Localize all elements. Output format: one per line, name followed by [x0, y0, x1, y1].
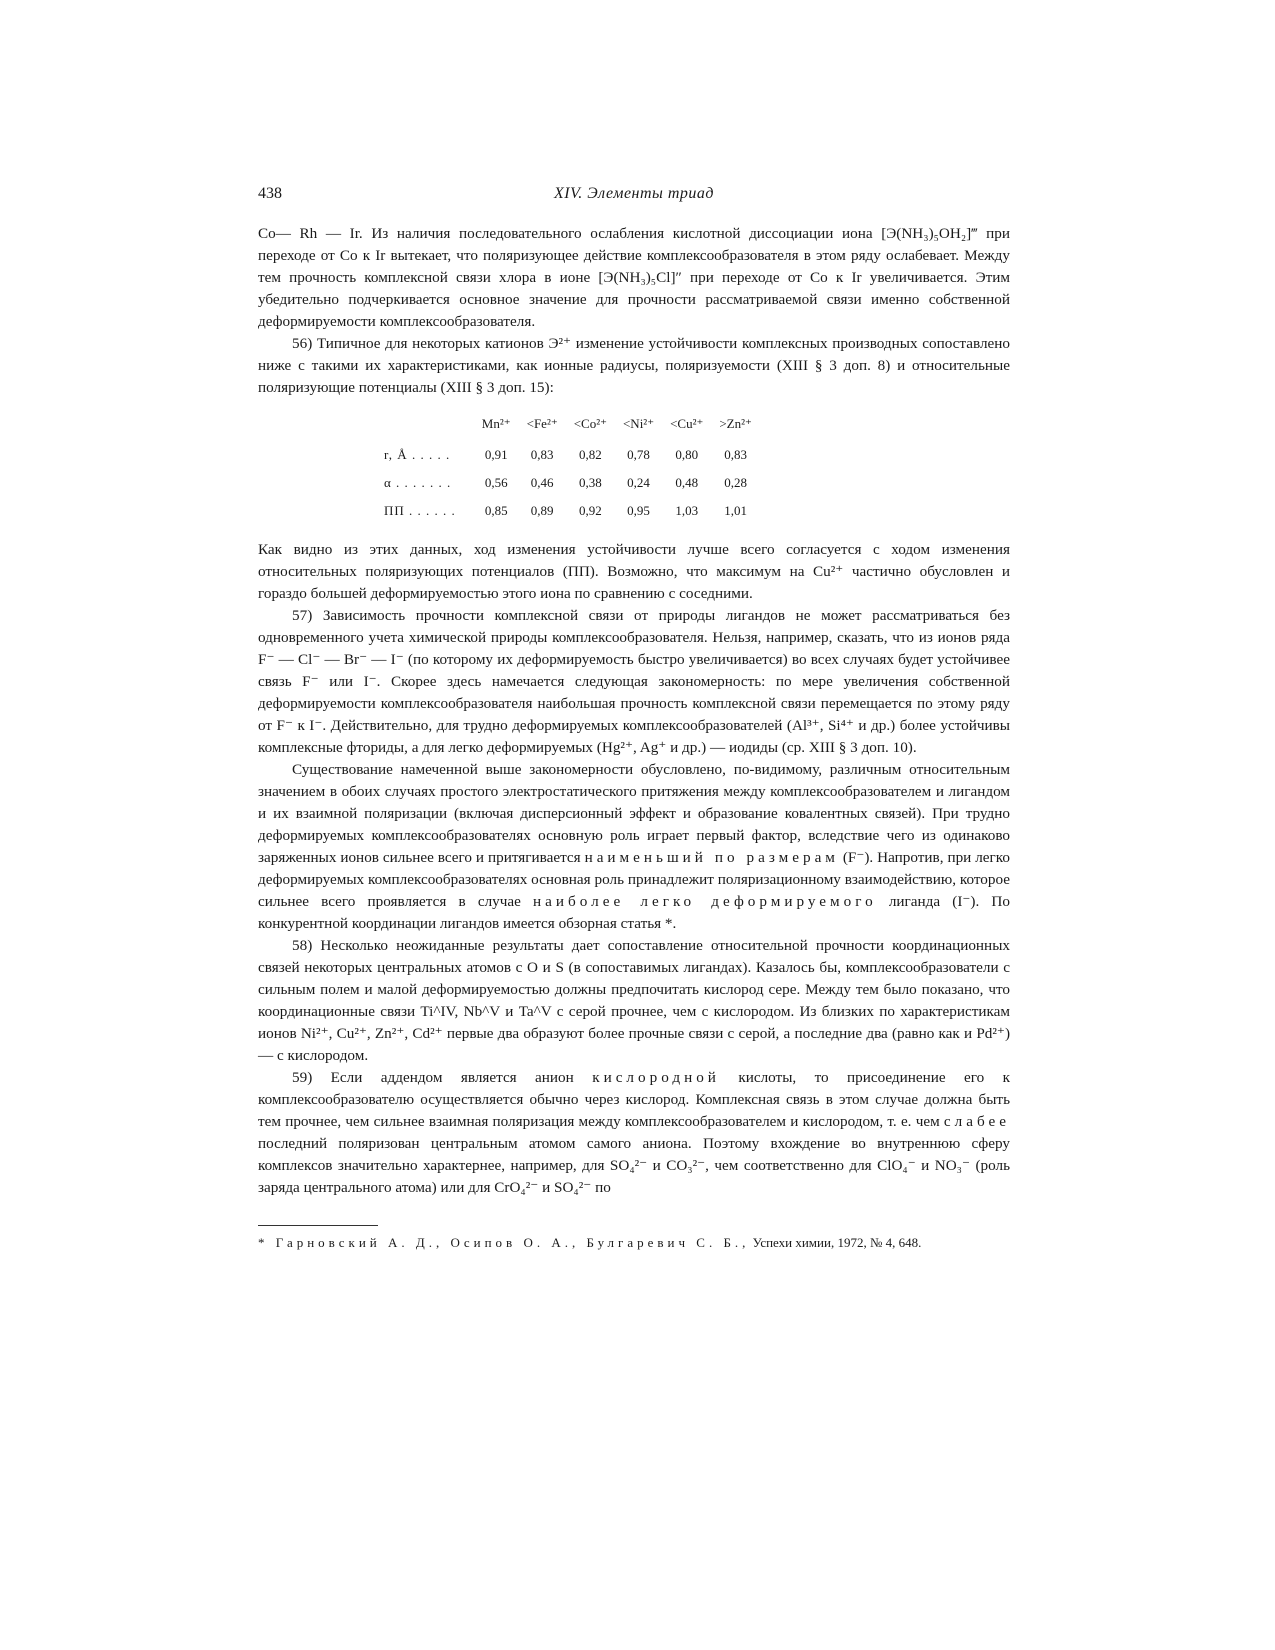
paragraph-continuation: Co— Rh — Ir. Из наличия последовательного ослабления кислотной диссоциации иона [Э(NH₃)₅OH₂]‴ при переходе от Co к Ir вытекает, что поляризующее действие комплексообразователя в этом ряду ослабевает. Между тем прочность комплексной связи хлора в ионе [Э(NH₃)₅Cl]″ при переходе от Co к Ir увеличивается. Этим убедительно подчеркивается основное значение для прочности рассматриваемой связи именно собственной деформируемости комплексообразователя. [258, 225, 1010, 330]
table-cell: 0,78 [627, 447, 650, 462]
paragraph-56: 56) Типичное для некоторых катионов Э²⁺ изменение устойчивости комплексных производных сопоставлено ниже с такими их характеристиками, как ионные радиусы, поляризуемости (XIII § 3 доп. 8) и относительные поляризующие потенциалы (XIII § 3 доп. 15): [258, 335, 1010, 396]
paragraph-table-discussion: Как видно из этих данных, ход изменения устойчивости лучше всего согласуется с ходом изменения относительных поляризующих потенциалов (ПП). Возможно, что максимум на Cu²⁺ частично обусловлен и гораздо большей деформируемостью этого иона по сравнению с соседними. [258, 541, 1010, 602]
table-row [376, 469, 760, 497]
table-cell: 0,56 [484, 475, 508, 490]
table-cell: 0,92 [578, 503, 602, 518]
table-cell: 0,48 [675, 475, 699, 490]
running-title: XIV. Элементы триад [553, 185, 715, 202]
table-cell: 0,38 [578, 475, 602, 490]
table-cell: 1,03 [675, 503, 699, 518]
footnote-authors: * Гарновский А. Д., Осипов О. А., Булгаревич С. Б., [258, 1235, 750, 1250]
cation-properties-table [376, 411, 760, 525]
table-row-label: α . . . . . . . [384, 475, 452, 490]
text-run: лиганда (I⁻). По конкурентной координации лигандов имеется обзорная статья *. [258, 893, 1010, 932]
footnote-source: Успехи химии, 1972, № 4, 648. [749, 1235, 922, 1250]
footnote [258, 1234, 1010, 1252]
text-run: кислоты, то присоединение его к комплексообразователю осуществляется обычно через кислород. Комплексная связь в этом случае должна быть тем прочнее, чем сильнее взаимная поляризация между комплексообразователем и кислородом, т. е. чем [258, 1069, 1010, 1130]
table-cell: 0,46 [530, 475, 554, 490]
table-cell: 0,85 [484, 503, 508, 518]
text-run: последний поляризован центральным атомом самого аниона. Поэтому вхождение во внутреннюю сферу комплексов значительно характернее, например, для SO₄²⁻ и CO₃²⁻, чем соответственно для ClO₄⁻ и NO₃⁻ (роль заряда центрального атома) или для CrO₄²⁻ и SO₄²⁻ по [258, 1135, 1010, 1196]
paragraph-59 [258, 1067, 1010, 1199]
table-header-cell: Mn²⁺ [481, 416, 511, 431]
table-cell: 0,24 [627, 475, 650, 490]
spaced-emphasis: наиболее легко деформируемого [533, 893, 877, 910]
table-header-cell: <Cu²⁺ [670, 416, 704, 431]
book-page [258, 183, 1010, 1252]
table-header-cell: <Ni²⁺ [622, 416, 655, 431]
spaced-emphasis: слабее [943, 1113, 1010, 1130]
table-header-cell [376, 411, 474, 441]
table-cell: 0,89 [530, 503, 554, 518]
text-run: Существование намеченной выше закономерности обусловлено, по-видимому, различным относительным значением в обоих случаях простого электростатического притяжения между комплексообразователем и лигандом и их взаимной поляризации (включая дисперсионный эффект и образование ковалентных связей). При трудно деформируемых комплексообразователях основную роль играет первый фактор, вследствие чего из одинаково заряженных ионов сильнее всего и притягивается [258, 761, 1010, 866]
body-text [258, 223, 1010, 1199]
table-cell: 0,83 [724, 447, 747, 462]
spaced-emphasis: кислородной [592, 1069, 720, 1086]
table-header-cell: >Zn²⁺ [719, 416, 752, 431]
table-cell: 0,80 [675, 447, 699, 462]
spaced-emphasis: наименьший по размерам [584, 849, 839, 866]
table-header-cell: <Fe²⁺ [526, 416, 558, 431]
paragraph-57-continued [258, 759, 1010, 935]
table-cell: 1,01 [724, 503, 747, 518]
text-run: (F⁻). Напротив, при легко деформируемых комплексообразователях основная роль принадлежит поляризационному взаимодействию, которое сильнее всего проявляется в случае [258, 849, 1010, 910]
table-cell: 0,91 [484, 447, 508, 462]
table-cell: 0,95 [627, 503, 650, 518]
paragraph-57: 57) Зависимость прочности комплексной связи от природы лигандов не может рассматриваться без одновременного учета химической природы комплексообразователя. Нельзя, например, сказать, что из ионов ряда F⁻ — Cl⁻ — Br⁻ — I⁻ (по которому их деформируемость быстро увеличивается) во всех случаях будет устойчивее связь F⁻ или I⁻. Скорее здесь намечается следующая закономерность: по мере увеличения собственной деформируемости комплексообразователя наибольшая прочность комплексной связи перемещается по этому ряду от F⁻ к I⁻. Действительно, для трудно деформируемых комплексообразователей (Al³⁺, Si⁴⁺ и др.) более устойчивы комплексные фториды, а для легко деформируемых (Hg²⁺, Ag⁺ и др.) — иодиды (ср. XIII § 3 доп. 10). [258, 607, 1010, 756]
footnote-divider [258, 1225, 378, 1226]
paragraph-58: 58) Несколько неожиданные результаты дает сопоставление относительной прочности координационных связей некоторых центральных атомов с O и S (в сопоставимых лигандах). Казалось бы, комплексообразователи с сильным полем и малой деформируемостью должны предпочитать кислород сере. Между тем было показано, что координационные связи Ti^IV, Nb^V и Ta^V с серой прочнее, чем с кислородом. Из близких по характеристикам ионов Ni²⁺, Cu²⁺, Zn²⁺, Cd²⁺ первые два образуют более прочные связи с серой, а последние два (равно как и Pd²⁺) — с кислородом. [258, 937, 1010, 1064]
table-row-label: ПП . . . . . . [384, 503, 456, 518]
page-number: 438 [258, 185, 282, 202]
running-head [258, 183, 1010, 209]
table-cell: 0,82 [578, 447, 602, 462]
table-header-row [376, 411, 760, 441]
table-row [376, 497, 760, 525]
table-row-label: r, Å . . . . . [384, 447, 451, 462]
table-cell: 0,28 [724, 475, 747, 490]
text-run: 59) Если аддендом является анион [292, 1069, 593, 1086]
table-cell: 0,83 [530, 447, 554, 462]
table-header-cell: <Co²⁺ [573, 416, 607, 431]
table-row [376, 441, 760, 469]
